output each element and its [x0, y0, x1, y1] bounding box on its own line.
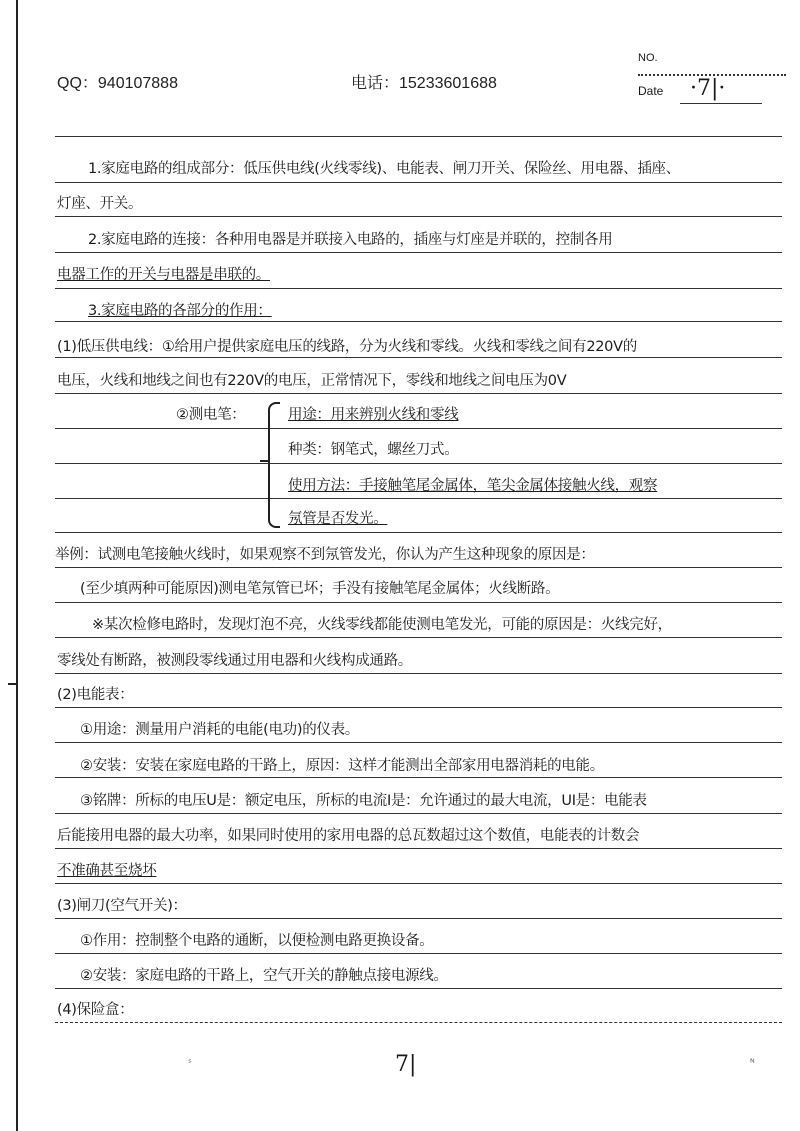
note-line: ②安装：家庭电路的干路上，空气开关的静触点接电源线。: [80, 968, 448, 984]
ruled-line: [55, 288, 782, 289]
note-line: (4)保险盒：: [57, 1002, 134, 1018]
note-line: (2)电能表：: [57, 687, 134, 703]
ruled-line: [55, 136, 782, 137]
ruled-line: [55, 953, 782, 954]
ruled-line: [55, 532, 782, 533]
date-underline: [680, 103, 762, 104]
bracket: [268, 402, 280, 528]
note-line: 用途：用来辨别火线和零线: [288, 407, 459, 423]
note-line: 氖管是否发光。: [288, 511, 388, 527]
binding-line: [16, 0, 18, 1131]
ruled-line: [55, 777, 782, 778]
note-line: ②测电笔：: [176, 407, 246, 423]
footer-mark-right: ᴺ: [750, 1058, 755, 1069]
note-line: (至少填两种可能原因)测电笔氖管已坏；手没有接触笔尾金属体；火线断路。: [80, 581, 560, 597]
note-line: 使用方法：手接触笔尾金属体，笔尖金属体接触火线，观察: [288, 478, 658, 494]
note-line: ③铭牌：所标的电压U是：额定电压，所标的电流I是：允许通过的最大电流，UI是：电能表: [80, 793, 647, 809]
ruled-line: [55, 321, 782, 322]
date-value: ·7|·: [690, 76, 726, 101]
ruled-line: [55, 463, 782, 464]
ruled-line: [55, 918, 782, 919]
ruled-line: [55, 498, 782, 499]
note-line: (1)低压供电线：①给用户提供家庭电压的线路，分为火线和零线。火线和零线之间有220V的: [57, 339, 637, 355]
note-line: ①作用：控制整个电路的通断，以便检测电路更换设备。: [80, 933, 434, 949]
ruled-line: [55, 742, 782, 743]
ruled-line: [55, 1022, 782, 1023]
note-line: 3.家庭电路的各部分的作用：: [88, 303, 272, 319]
note-line: 2.家庭电路的连接：各种用电器是并联接入电路的，插座与灯座是并联的，控制各用: [88, 232, 613, 248]
ruled-line: [55, 428, 782, 429]
page-number: 7|: [395, 1052, 417, 1077]
note-line: ②安装：安装在家庭电路的干路上，原因：这样才能测出全部家用电器消耗的电能。: [80, 758, 604, 774]
bracket-point: [260, 460, 269, 462]
note-line: ①用途：测量用户消耗的电能(电功)的仪表。: [80, 722, 360, 738]
ruled-line: [55, 357, 782, 358]
ruled-line: [55, 848, 782, 849]
note-line: 电压，火线和地线之间也有220V的电压，正常情况下，零线和地线之间电压为0V: [57, 373, 567, 389]
note-line: 灯座、开关。: [57, 196, 143, 212]
ruled-line: [55, 567, 782, 568]
note-line: 后能接用电器的最大功率，如果同时使用的家用电器的总瓦数超过这个数值，电能表的计数会: [57, 828, 640, 844]
qq-contact: QQ：940107888: [57, 75, 178, 92]
ruled-line: [55, 988, 782, 989]
footer-mark-left: ˢ: [188, 1058, 192, 1069]
note-line: 举例：试测电笔接触火线时，如果观察不到氖管发光，你认为产生这种现象的原因是：: [55, 547, 595, 563]
no-label: NO.: [638, 52, 658, 64]
ruled-line: [55, 637, 782, 638]
ruled-line: [55, 182, 782, 183]
binding-tick: [8, 683, 18, 685]
phone-contact: 电话：15233601688: [351, 75, 497, 92]
note-line: 不准确甚至烧坏: [57, 863, 157, 879]
note-line: ※某次检修电路时，发现灯泡不亮，火线零线都能使测电笔发光，可能的原因是：火线完好，: [92, 617, 672, 633]
note-line: 零线处有断路，被测段零线通过用电器和火线构成通路。: [57, 653, 412, 669]
date-label: Date: [638, 84, 664, 98]
ruled-line: [55, 602, 782, 603]
note-line: 电器工作的开关与电器是串联的。: [57, 267, 270, 283]
ruled-line: [55, 673, 782, 674]
ruled-line: [55, 813, 782, 814]
note-line: 1.家庭电路的组成部分：低压供电线(火线零线)、电能表、闸刀开关、保险丝、用电器、插座、: [88, 161, 680, 177]
note-line: 种类：钢笔式，螺丝刀式。: [288, 442, 459, 458]
note-line: (3)闸刀(空气开关)：: [57, 898, 187, 914]
ruled-line: [55, 216, 782, 217]
ruled-line: [55, 707, 782, 708]
ruled-line: [55, 883, 782, 884]
ruled-line: [55, 252, 782, 253]
ruled-line: [55, 393, 782, 394]
